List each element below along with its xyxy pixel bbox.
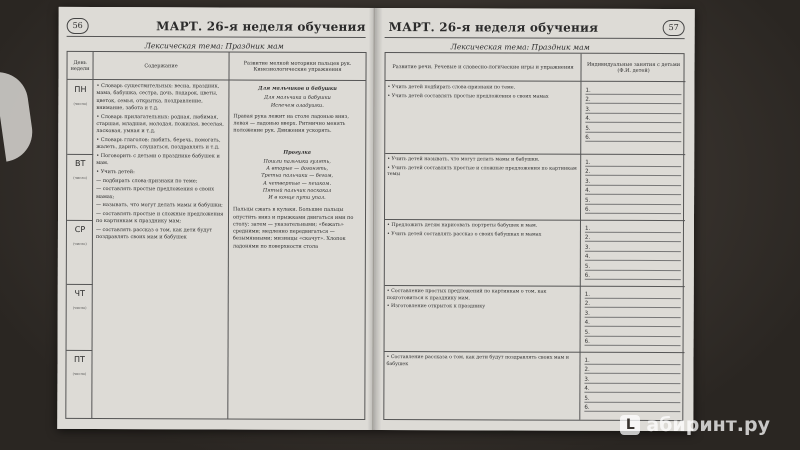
- finger-exercises: Для мальчиков и бабушки Для мальчика и бабушки Испечем оладушки. Правая рука лежит на столе ладонью вниз, левая — ладонью вверх. Ритмично менять положение рук. Движения ускорять. Прогулка Пошли пальчики гулять, А вторые — догонять, Третьи пальчики — бегом, А четвертые — пешком. Пятый пальчик поскакал И в конце пути упал. Пальцы сжать в кулаки. Большие пальцы опустить вниз и прыжками двигаться ими по столу; затем — указательными; «бежать» средними; медленно передвигаться — безымянными; мизинцы «скачут». Хлопок ладонями по поверхности стола: [232, 85, 354, 250]
- right-page: [375, 8, 694, 431]
- page-number-left: 56: [67, 17, 89, 33]
- day-tuesday: ВТ (число): [73, 158, 87, 180]
- names-list-3[interactable]: 1. 2. 3. 4. 5. 6.: [585, 223, 681, 280]
- speech-row-1: • Учить детей подбирать слова-признаки по теме. • Учить детей составлять простые предложения о своих мамах: [387, 85, 549, 100]
- day-monday: ПН (число): [73, 84, 88, 106]
- speech-plan-table: [383, 52, 684, 421]
- open-workbook: [57, 7, 694, 431]
- names-list-1[interactable]: 1. 2. 3. 4. 5. 6.: [585, 85, 681, 142]
- speech-row-2: • Учить детей называть, что могут делать мамы и бабушки. • Учить детей составлять простые и сложные предложения по картинкам темы: [387, 157, 577, 178]
- col-header-speech: Развитие речи. Речевые и словесно-логические игры и упражнения: [385, 53, 580, 82]
- left-page-topic: Лексическая тема: Праздник мам: [144, 41, 284, 51]
- lesson-plan-table: [65, 51, 366, 420]
- content-text: • Словарь существительных: весна, праздник, мама, бабушка, сестра, дочь, подарок, цветы, цветок, семья, открытка, поздравление, внимание, забота и т.д. • Словарь прилагательных: родная, любимая, старшая, младшая, молодая, пожилая, веселая, ласковая, умная и т.д. • Словарь глаголов: любить, беречь, помогать, жалеть, дарить, слушаться, поздравлять и т.д. • Поговорить с детьми о празднике бабушек и мам. • Учить детей: — подбирать слова-признаки по теме; — составлять простые предложения о своих мамах; — называть, что могут делать мамы и бабушки; — составлять простые и сложные предложения по картинкам к празднику мам; — составлять рассказ о том, как дети будут поздравлять своих мам и бабушек: [95, 83, 224, 241]
- motor-skills-column: [228, 52, 365, 418]
- col-header-content: Содержание: [93, 52, 228, 80]
- day-wednesday: СР (число): [73, 224, 87, 246]
- col-header-individual: Индивидуальные занятия с детьми (Ф.И. детей): [581, 54, 685, 82]
- names-list-5[interactable]: 1. 2. 3. 4. 5. 6.: [584, 355, 680, 412]
- left-page-header: [67, 15, 366, 38]
- names-list-4[interactable]: 1. 2. 3. 4. 5. 6.: [585, 289, 681, 346]
- speech-row-3: • Предложить детям нарисовать портреты бабушек и мам. • Учить детей составлять рассказ о своих бабушках и мамах: [386, 223, 542, 238]
- col-header-day: День недели: [67, 52, 92, 80]
- page-number-right: 57: [663, 19, 685, 35]
- left-page-title: МАРТ. 26-я неделя обучения: [156, 18, 366, 34]
- names-list-2[interactable]: 1. 2. 3. 4. 5. 6.: [585, 157, 681, 214]
- day-thursday: ЧТ (число): [72, 288, 87, 310]
- col-header-motor: Развитие мелкой моторики пальцев рук. Кинезиологические упражнения: [229, 52, 365, 80]
- right-page-title: МАРТ. 26-я неделя обучения: [388, 19, 599, 35]
- labirint-logo-icon: L: [620, 415, 640, 435]
- day-column: [66, 52, 93, 418]
- watermark: [620, 414, 770, 436]
- speech-row-5: • Составление рассказа о том, как дети будут поздравлять своих мам и бабушек: [386, 355, 569, 367]
- speech-row-4: • Составление простых предложений по картинкам о том, как подготовиться к празднику мам. • Изготовление открыток к празднику: [386, 289, 547, 310]
- day-friday: ПТ (число): [72, 354, 87, 376]
- right-page-header: [385, 16, 685, 39]
- content-column: [92, 52, 229, 418]
- book-spine: [367, 8, 382, 430]
- right-page-topic: Лексическая тема: Праздник мам: [450, 42, 590, 52]
- watermark-text: абиринт.ру: [646, 414, 770, 436]
- left-page: [57, 7, 374, 430]
